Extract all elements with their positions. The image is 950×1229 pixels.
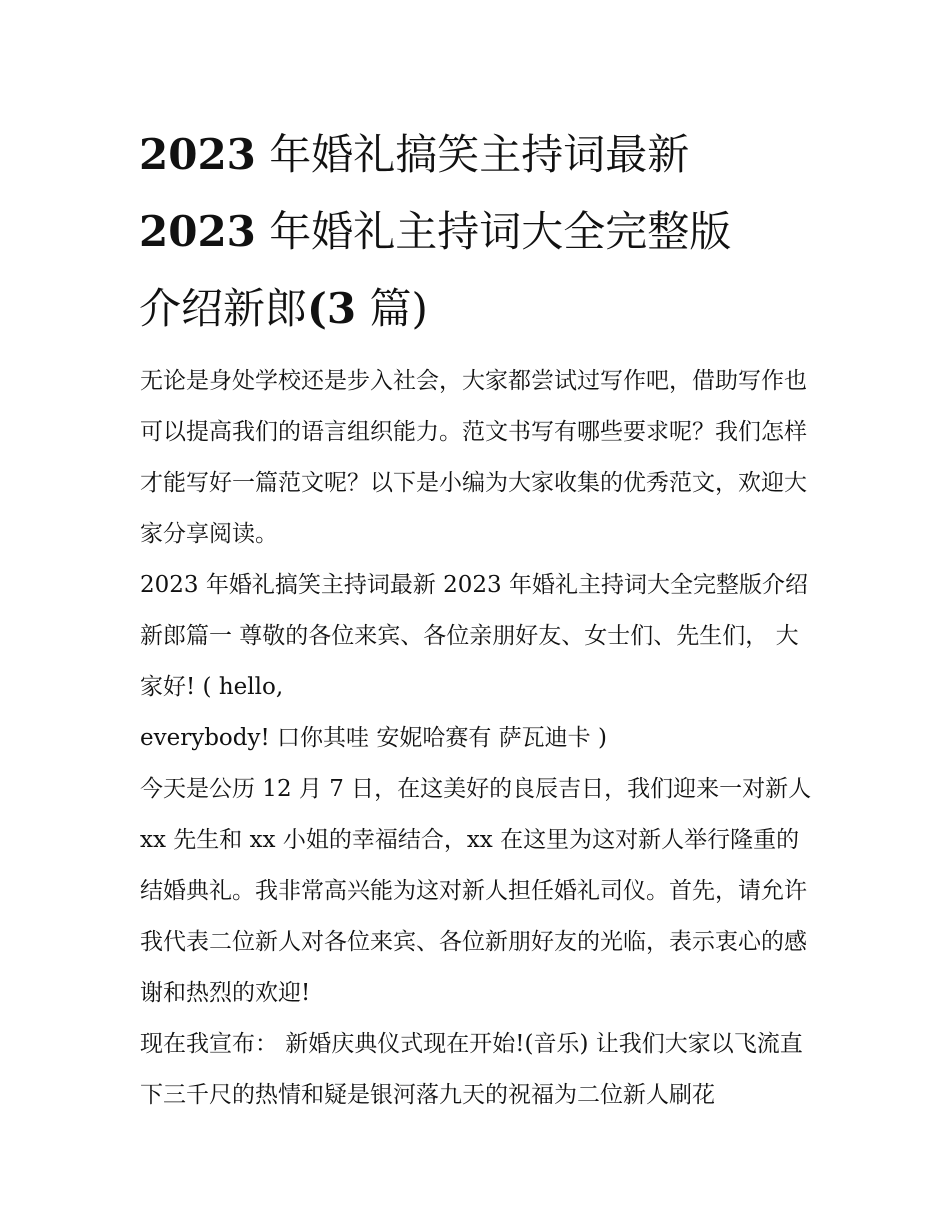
title-year-2: 2023 — [139, 207, 256, 256]
title-line-1: 年婚礼搞笑主持词最新 — [269, 130, 690, 179]
document-body — [140, 356, 820, 1121]
body-paragraph: everybody! 口你其哇 安妮哈赛有 萨瓦迪卡 ) — [140, 725, 607, 751]
title-year-1: 2023 — [139, 130, 256, 179]
title-count: (3 — [307, 284, 357, 333]
title-line-2: 年婚礼主持词大全完整版 — [269, 207, 732, 256]
title-line-3: 介绍新郎 — [139, 284, 308, 333]
body-paragraph: 今天是公历 12 月 7 日，在这美好的良辰吉日，我们迎来一对新人 xx 先生和 xx 小姐的幸福结合，xx 在这里为这对新人举行隆重的结婚典礼。我非常高兴能为这对新人担任婚礼司仪。首先，请允许我代表二位新人对各位来宾、各位新朋好友的光临，表示衷心的感谢和热烈的欢迎! — [140, 776, 812, 1006]
body-paragraph: 现在我宣布： 新婚庆典仪式现在开始!(音乐) 让我们大家以飞流直下三千尺的热情和疑是银河落九天的祝福为二位新人刷花 — [140, 1031, 803, 1108]
document-title — [139, 116, 819, 347]
body-paragraph: 2023 年婚礼搞笑主持词最新 2023 年婚礼主持词大全完整版介绍新郎篇一 尊敬的各位来宾、各位亲朋好友、女士们、先生们， 大家好! ( hello, — [140, 572, 808, 700]
intro-paragraph: 无论是身处学校还是步入社会，大家都尝试过写作吧，借助写作也可以提高我们的语言组织能力。范文书写有哪些要求呢？我们怎样才能写好一篇范文呢？以下是小编为大家收集的优秀范文，欢迎大家分享阅读。 — [140, 368, 807, 547]
title-count-tail: 篇) — [369, 284, 428, 333]
